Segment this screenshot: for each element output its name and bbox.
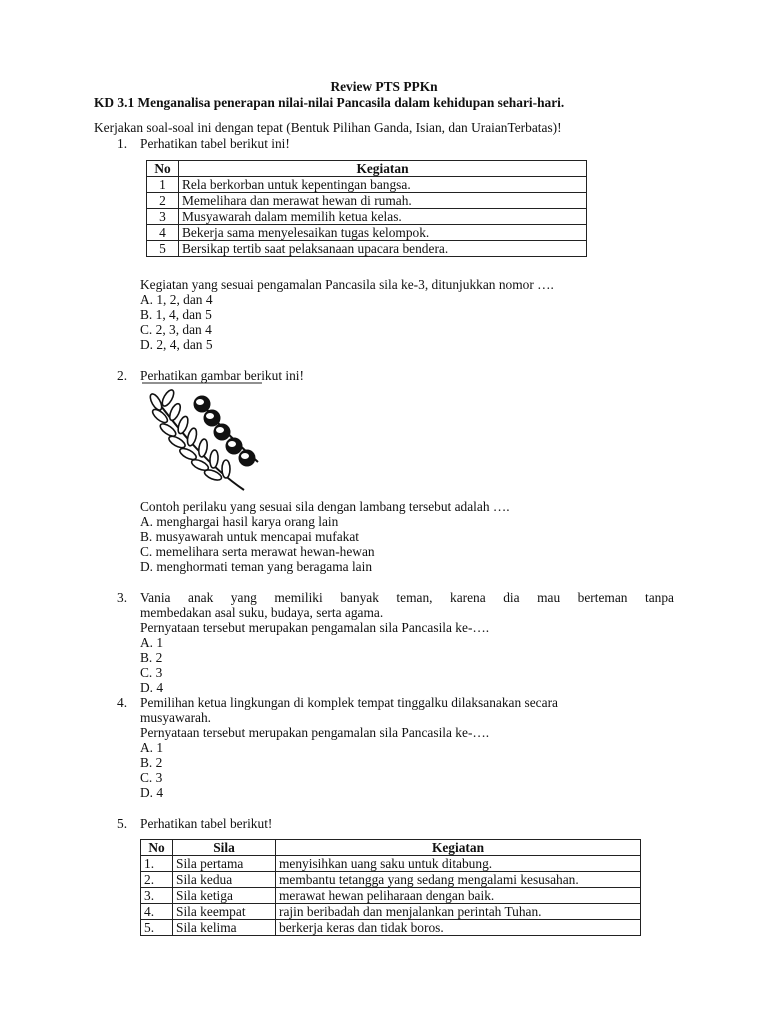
q1-question: Kegiatan yang sesuai pengamalan Pancasila sila ke-3, ditunjukkan nomor …. xyxy=(140,277,554,292)
instruction-text: Kerjakan soal-soal ini dengan tepat (Bentuk Pilihan Ganda, Isian, dan UraianTerbatas)! xyxy=(94,120,562,135)
table-cell-kegiatan: Memelihara dan merawat hewan di rumah. xyxy=(179,193,587,209)
q4-option-a: A. 1 xyxy=(140,740,164,755)
q2-option-c: C. memelihara serta merawat hewan-hewan xyxy=(140,544,375,559)
table-cell-sila: Sila kedua xyxy=(173,872,276,888)
page-title: Review PTS PPKn xyxy=(330,79,438,94)
table-cell-kegiatan: Bekerja sama menyelesaikan tugas kelompok. xyxy=(179,225,587,241)
table-header-sila: Sila xyxy=(173,840,276,856)
q1-prompt: Perhatikan tabel berikut ini! xyxy=(140,136,290,151)
table-cell-no: 1 xyxy=(147,177,179,193)
q3-option-d: D. 4 xyxy=(140,680,164,695)
table-cell-kegiatan: menyisihkan uang saku untuk ditabung. xyxy=(276,856,641,872)
table-header-kegiatan: Kegiatan xyxy=(179,161,587,177)
table-row xyxy=(141,856,641,872)
q3-question: Pernyataan tersebut merupakan pengamalan sila Pancasila ke-…. xyxy=(140,620,490,635)
q4-question: Pernyataan tersebut merupakan pengamalan sila Pancasila ke-…. xyxy=(140,725,490,740)
q1-option-c: C. 2, 3, dan 4 xyxy=(140,322,212,337)
q2-prompt: Perhatikan gambar berikut ini! xyxy=(140,368,304,383)
q2-number: 2. xyxy=(117,368,128,383)
table-cell-sila: Sila ketiga xyxy=(173,888,276,904)
table-cell-kegiatan: membantu tetangga yang sedang mengalami kesusahan. xyxy=(276,872,641,888)
table-row xyxy=(147,209,587,225)
table-cell-kegiatan: Bersikap tertib saat pelaksanaan upacara bendera. xyxy=(179,241,587,257)
q5-table xyxy=(140,839,641,936)
q4-option-c: C. 3 xyxy=(140,770,163,785)
q3-number: 3. xyxy=(117,590,128,605)
table-row xyxy=(141,872,641,888)
q1-number: 1. xyxy=(117,136,128,151)
q2-option-a: A. menghargai hasil karya orang lain xyxy=(140,514,339,529)
q2-question: Contoh perilaku yang sesuai sila dengan lambang tersebut adalah …. xyxy=(140,499,510,514)
q4-line2: musyawarah. xyxy=(140,710,212,725)
table-row xyxy=(141,920,641,936)
table-cell-kegiatan: rajin beribadah dan menjalankan perintah Tuhan. xyxy=(276,904,641,920)
q1-option-d: D. 2, 4, dan 5 xyxy=(140,337,213,352)
table-cell-sila: Sila pertama xyxy=(173,856,276,872)
table-header-no: No xyxy=(147,161,179,177)
table-cell-kegiatan: Musyawarah dalam memilih ketua kelas. xyxy=(179,209,587,225)
q4-option-b: B. 2 xyxy=(140,755,163,770)
q4-option-d: D. 4 xyxy=(140,785,164,800)
table-row xyxy=(147,225,587,241)
q1-table xyxy=(146,160,587,257)
table-cell-kegiatan: Rela berkorban untuk kepentingan bangsa. xyxy=(179,177,587,193)
q2-option-b: B. musyawarah untuk mencapai mufakat xyxy=(140,529,360,544)
q4-number: 4. xyxy=(117,695,128,710)
table-row xyxy=(141,904,641,920)
q3-option-b: B. 2 xyxy=(140,650,163,665)
table-cell-no: 3 xyxy=(147,209,179,225)
table-cell-no: 1. xyxy=(141,856,173,872)
q1-option-b: B. 1, 4, dan 5 xyxy=(140,307,212,322)
table-header-no: No xyxy=(141,840,173,856)
table-row xyxy=(147,193,587,209)
table-cell-no: 5 xyxy=(147,241,179,257)
table-cell-no: 2 xyxy=(147,193,179,209)
table-cell-kegiatan: merawat hewan peliharaan dengan baik. xyxy=(276,888,641,904)
q1-option-a: A. 1, 2, dan 4 xyxy=(140,292,213,307)
table-cell-no: 4. xyxy=(141,904,173,920)
table-header-row xyxy=(141,840,641,856)
q4-line1: Pemilihan ketua lingkungan di komplek tempat tinggalku dilaksanakan secara xyxy=(140,695,558,710)
q3-line1: Vania anak yang memiliki banyak teman, karena dia mau berteman tanpa xyxy=(140,590,674,605)
q2-option-d: D. menghormati teman yang beragama lain xyxy=(140,559,373,574)
q5-prompt: Perhatikan tabel berikut! xyxy=(140,816,273,831)
table-cell-no: 4 xyxy=(147,225,179,241)
table-cell-sila: Sila kelima xyxy=(173,920,276,936)
table-cell-no: 3. xyxy=(141,888,173,904)
table-row xyxy=(141,888,641,904)
table-row xyxy=(147,241,587,257)
table-row xyxy=(147,177,587,193)
q3-option-a: A. 1 xyxy=(140,635,164,650)
kd-heading: KD 3.1 Menganalisa penerapan nilai-nilai Pancasila dalam kehidupan sehari-hari. xyxy=(94,95,565,110)
table-cell-no: 2. xyxy=(141,872,173,888)
q5-number: 5. xyxy=(117,816,128,831)
q3-option-c: C. 3 xyxy=(140,665,163,680)
table-header-kegiatan: Kegiatan xyxy=(276,840,641,856)
table-cell-kegiatan: berkerja keras dan tidak boros. xyxy=(276,920,641,936)
q3-line2: membedakan asal suku, budaya, serta agama. xyxy=(140,605,384,620)
rice-cotton-symbol-image xyxy=(140,382,270,494)
table-cell-no: 5. xyxy=(141,920,173,936)
table-cell-sila: Sila keempat xyxy=(173,904,276,920)
table-header-row xyxy=(147,161,587,177)
